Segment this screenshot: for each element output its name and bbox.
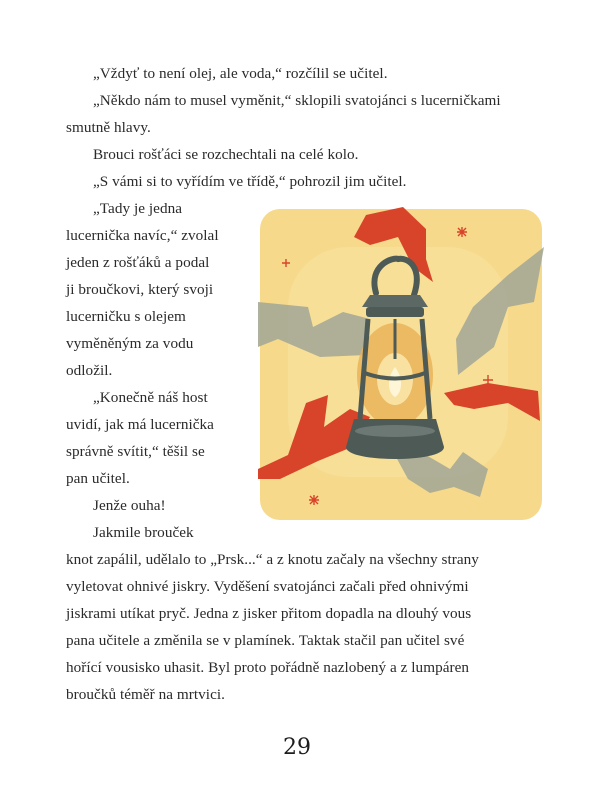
text-line: vyměněným za vodu — [66, 335, 194, 352]
lantern-base-highlight — [355, 425, 435, 437]
text-line: „Konečně náš host — [93, 389, 208, 406]
text-line: hořící vousisko uhasit. Byl proto pořádně nazlobený a z lumpáren — [66, 659, 470, 676]
text-line: správně svítit,“ těšil se — [66, 443, 205, 460]
text-line: Brouci rošťáci se rozchechtali na celé kolo. — [93, 146, 359, 163]
text-line: Jakmile brouček — [93, 524, 194, 541]
text-line: uvidí, jak má lucernička — [66, 416, 214, 433]
text-line: ji broučkovi, který svoji — [66, 281, 214, 298]
text-line: vyletovat ohnivé jiskry. Vyděšení svatojánci začali před ohnivými — [66, 578, 469, 595]
text-line: lucernička navíc,“ zvolal — [66, 227, 219, 244]
text-line: jeden z rošťáků a podal — [66, 254, 210, 271]
text-line: Jenže ouha! — [93, 497, 166, 514]
lantern-rim — [366, 307, 424, 317]
text-line: „S vámi si to vyřídím ve třídě,“ pohrozil jim učitel. — [93, 173, 407, 190]
text-line: pana učitele a změnila se v plamínek. Taktak stačil pan učitel své — [66, 632, 465, 649]
text-line: jiskrami utíkat pryč. Jedna z jisker přitom dopadla na dlouhý vous — [66, 605, 472, 622]
page-number: 29 — [283, 735, 311, 760]
text-line: knot zapálil, udělalo to „Prsk...“ a z knotu začaly na všechny strany — [66, 551, 479, 568]
lantern-illustration — [258, 207, 544, 522]
text-line: „Někdo nám to musel vyměnit,“ sklopili svatojánci s lucerničkami — [93, 92, 501, 109]
text-line: broučků téměř na mrtvici. — [66, 686, 225, 703]
text-line: odložil. — [66, 362, 113, 379]
text-line: lucerničku s olejem — [66, 308, 186, 325]
text-line: smutně hlavy. — [66, 119, 151, 136]
text-line: pan učitel. — [66, 470, 130, 487]
text-line: „Vždyť to není olej, ale voda,“ rozčílil se učitel. — [93, 65, 388, 82]
lantern-cap — [362, 295, 428, 307]
text-line: „Tady je jedna — [93, 200, 183, 217]
